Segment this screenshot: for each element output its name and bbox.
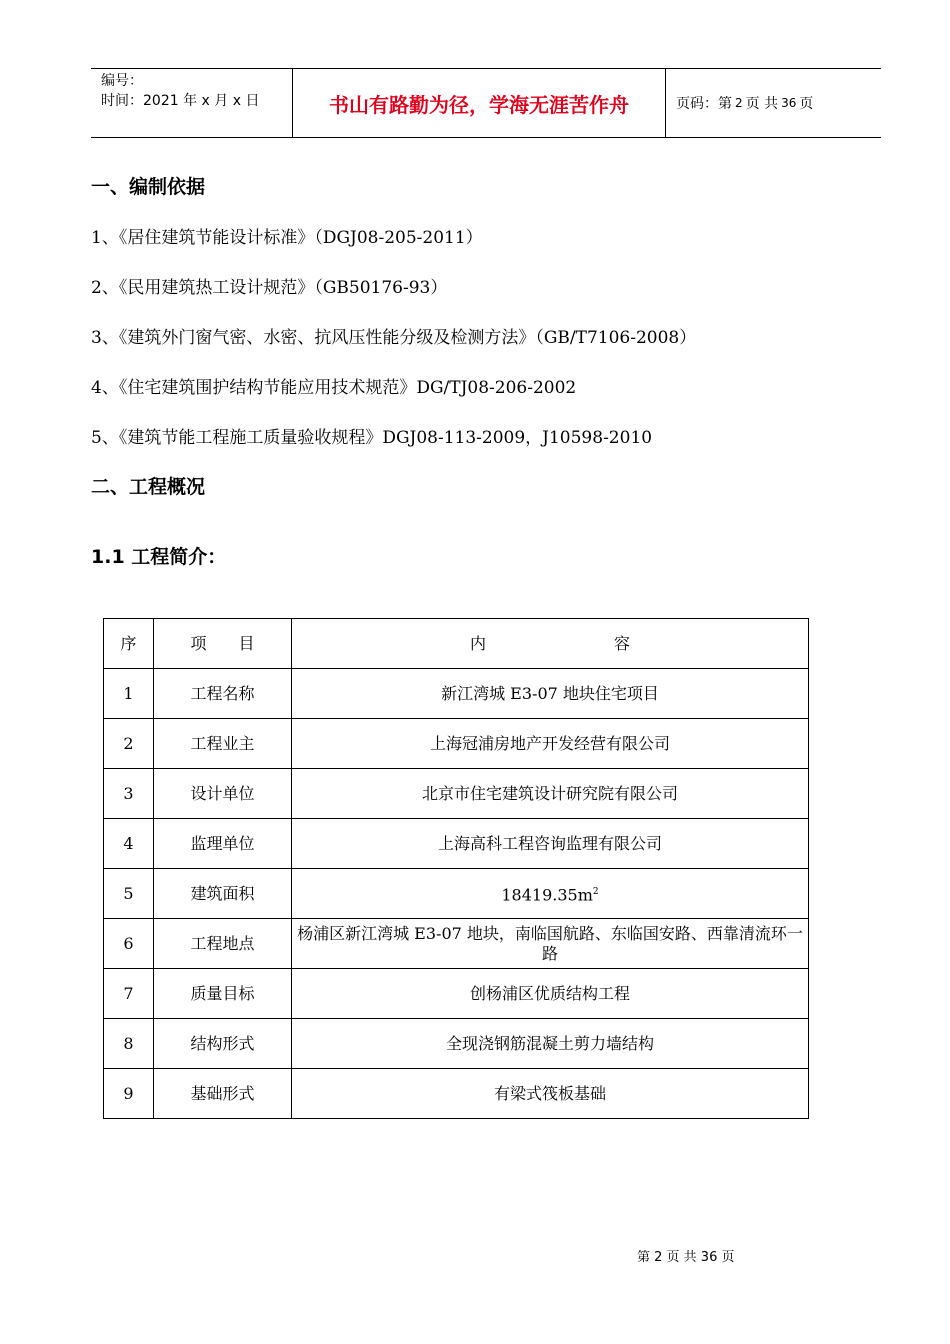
cell-content: 新江湾城 E3-07 地块住宅项目 [292, 669, 809, 719]
area-value: 18419.35m [501, 885, 593, 905]
cell-item: 工程地点 [154, 919, 292, 969]
header-content: 内 容 [292, 619, 809, 669]
cell-content: 杨浦区新江湾城 E3-07 地块，南临国航路、东临国安路、西靠清流环一路 [292, 919, 809, 969]
code-label: 编号： [101, 73, 143, 89]
section-title-overview: 二、工程概况 [91, 476, 206, 498]
header-item: 项 目 [154, 619, 292, 669]
cell-item: 工程业主 [154, 719, 292, 769]
cell-no: 8 [104, 1019, 154, 1069]
basis-item: 1、《居住建筑节能设计标准》（DGJ08-205-2011） [91, 228, 483, 248]
cell-item: 建筑面积 [154, 869, 292, 919]
time-label: 时间：2021 年 x 月 x 日 [101, 93, 260, 109]
table-header-row [104, 619, 809, 669]
page-header [91, 68, 881, 138]
page-prefix: 页码：第 [676, 96, 732, 112]
table-row [104, 819, 809, 869]
table-row [104, 869, 809, 919]
page-number: 2 [735, 96, 743, 110]
cell-content: 创杨浦区优质结构工程 [292, 969, 809, 1019]
cell-no: 3 [104, 769, 154, 819]
table-row [104, 1019, 809, 1069]
cell-no: 2 [104, 719, 154, 769]
cell-item: 设计单位 [154, 769, 292, 819]
cell-item: 基础形式 [154, 1069, 292, 1119]
section-title-basis: 一、编制依据 [91, 176, 206, 198]
table-row [104, 769, 809, 819]
table-row [104, 1069, 809, 1119]
cell-no: 9 [104, 1069, 154, 1119]
header-page-info [666, 69, 881, 137]
cell-item: 结构形式 [154, 1019, 292, 1069]
header-no: 序 [104, 619, 154, 669]
basis-item: 2、《民用建筑热工设计规范》（GB50176-93） [91, 278, 448, 298]
basis-item: 5、《建筑节能工程施工质量验收规程》DGJ08-113-2009，J10598-2010 [91, 428, 653, 448]
basis-item: 3、《建筑外门窗气密、水密、抗风压性能分级及检测方法》（GB/T7106-2008） [91, 328, 697, 348]
page-mid: 页 共 [745, 96, 779, 112]
table-row [104, 969, 809, 1019]
cell-content: 有梁式筏板基础 [292, 1069, 809, 1119]
cell-content: 北京市住宅建筑设计研究院有限公司 [292, 769, 809, 819]
table-row [104, 719, 809, 769]
table-row [104, 669, 809, 719]
table-row [104, 919, 809, 969]
cell-content: 全现浇钢筋混凝土剪力墙结构 [292, 1019, 809, 1069]
page-total: 36 [781, 96, 797, 110]
header-meta [91, 69, 293, 137]
cell-item: 工程名称 [154, 669, 292, 719]
area-unit-superscript: 2 [592, 886, 599, 897]
cell-no: 5 [104, 869, 154, 919]
cell-no: 7 [104, 969, 154, 1019]
basis-item: 4、《住宅建筑围护结构节能应用技术规范》DG/TJ08-206-2002 [91, 378, 577, 398]
project-info-table [103, 618, 809, 1119]
cell-no: 4 [104, 819, 154, 869]
cell-no: 6 [104, 919, 154, 969]
cell-no: 1 [104, 669, 154, 719]
section-title-intro: 1.1 工程简介： [91, 546, 227, 568]
cell-content [292, 869, 809, 919]
page-footer: 第 2 页 共 36 页 [637, 1250, 735, 1265]
cell-item: 监理单位 [154, 819, 292, 869]
cell-item: 质量目标 [154, 969, 292, 1019]
header-motto: 书山有路勤为径，学海无涯苦作舟 [293, 69, 666, 137]
page-suffix: 页 [799, 96, 814, 112]
cell-content: 上海高科工程咨询监理有限公司 [292, 819, 809, 869]
cell-content: 上海冠浦房地产开发经营有限公司 [292, 719, 809, 769]
